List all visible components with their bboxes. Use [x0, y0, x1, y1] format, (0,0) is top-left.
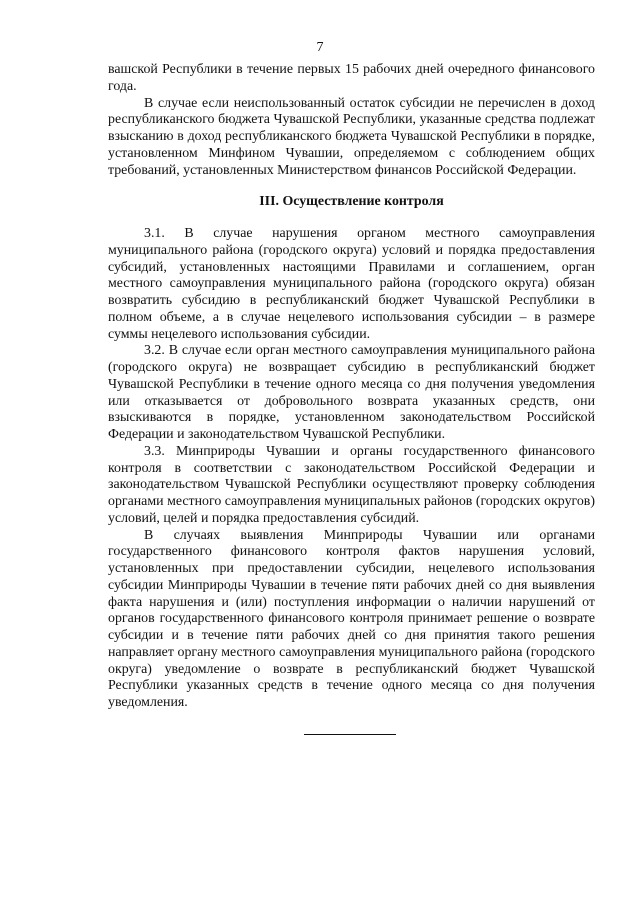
- paragraph-3-1: 3.1. В случае нарушения органом местного самоуправления муниципального района (городского округа) условий и порядка предоставления субсидий, установленных настоящими Правилами и соглашением, орган местного самоуправления муниципального района (городского округа) обязан возвратить субсидию в республиканский бюджет Чувашской Республики в полном объеме, а в случае нецелевого использования субсидии – в размере суммы нецелевого использования субсидии.: [108, 226, 595, 342]
- paragraph-violations: В случаях выявления Минприроды Чувашии или органами государственного финансового контроля фактов нарушения условий, установленных при предоставлении субсидии, нецелевого использования субсидии Минприроды Чувашии в течение пяти рабочих дней со дня выявления факта нарушения и (или) поступления информации о наличии нарушений от органов государственного финансового контроля принимает решение о возврате субсидии и в течение пяти рабочих дней со дня принятия такого решения направляет органу местного самоуправления муниципального района (городского округа) уведомление о возврате в республиканский бюджет Чувашской Республики указанных средств в течение одного месяца со дня получения уведомления.: [108, 527, 595, 710]
- paragraph-3-3: 3.3. Минприроды Чувашии и органы государственного финансового контроля в соответствии с законодательством Российской Федерации и законодательством Чувашской Республики осуществляют проверку соблюдения органами местного самоуправления муниципальных районов (городских округов) условий, целей и порядка предоставления субсидий.: [108, 443, 595, 526]
- spacer: [108, 211, 595, 226]
- page-number: 7: [316, 40, 324, 55]
- section-heading: III. Осуществление контроля: [259, 194, 444, 210]
- spacer: [108, 179, 595, 194]
- paragraph-3-2: 3.2. В случае если орган местного самоуправления муниципального района (городского округа) не возвращает субсидию в республиканский бюджет Чувашской Республики в течение одного месяца со дня получения уведомления или отказывается от добровольного возврата указанных средств, они взыскиваются в порядке, установленном законодательством Российской Федерации и законодательством Чувашской Республики.: [108, 343, 595, 442]
- document-body: [108, 62, 595, 712]
- paragraph-unused-balance: В случае если неиспользованный остаток субсидии не перечислен в доход республиканского бюджета Чувашской Республики, указанные средства подлежат взысканию в доход республиканского бюджета Чувашской Республики в порядке, установленном Минфином Чувашии, определяемом с соблюдением общих требований, установленных Министерством финансов Российской Федерации.: [108, 95, 595, 178]
- paragraph-continuation: вашской Республики в течение первых 15 рабочих дней очередного финансового года.: [108, 62, 595, 94]
- end-of-document-rule: [304, 734, 396, 735]
